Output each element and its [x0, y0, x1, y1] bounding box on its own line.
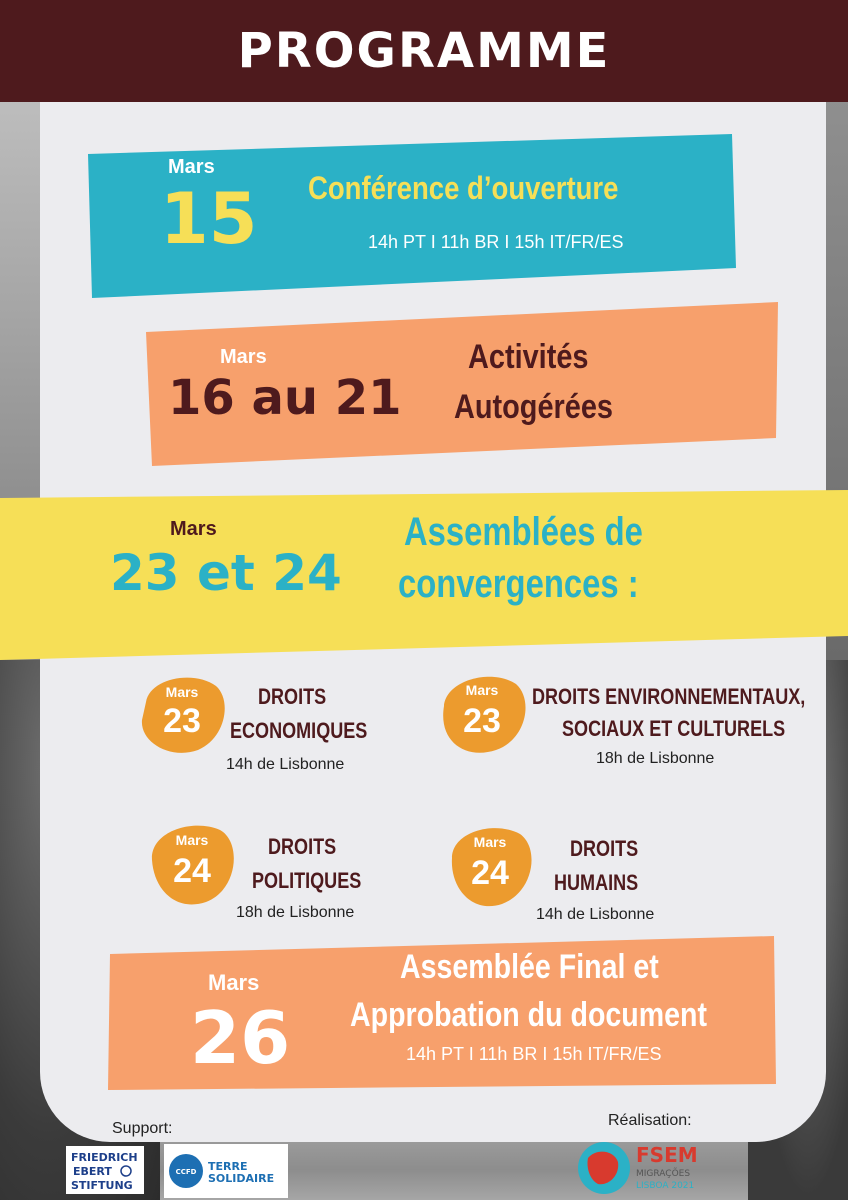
event-title: Conférence d’ouverture	[308, 170, 619, 206]
event-time: 14h PT I 11h BR I 15h IT/FR/ES	[406, 1044, 662, 1064]
svg-text:LISBOA 2021: LISBOA 2021	[636, 1181, 695, 1191]
event-day: 26	[190, 996, 291, 1080]
session-title-line1: DROITS	[268, 834, 337, 859]
event-month: Mars	[170, 518, 217, 540]
event-month: Mars	[220, 346, 267, 368]
ccfd-logo	[164, 1144, 288, 1198]
session-time: 18h de Lisbonne	[236, 904, 355, 921]
event-title-line1: Activités	[468, 338, 589, 376]
session-title-line2: POLITIQUES	[252, 868, 362, 893]
svg-text:TERRE: TERRE	[208, 1160, 248, 1173]
realisation-label: Réalisation:	[608, 1112, 692, 1129]
event-title-line2: convergences :	[398, 562, 639, 606]
session-month: Mars	[175, 832, 209, 848]
event-day: 23 et 24	[110, 544, 342, 602]
session-time: 14h de Lisbonne	[226, 756, 345, 773]
session-month: Mars	[473, 834, 507, 850]
session-day: 24	[173, 852, 211, 890]
support-label: Support:	[112, 1120, 173, 1137]
session-title-line2: HUMAINS	[554, 870, 639, 895]
session-title-line1: DROITS	[570, 836, 639, 861]
session-title-line1: DROITS ENVIRONNEMENTAUX,	[532, 684, 806, 709]
svg-text:STIFTUNG: STIFTUNG	[71, 1179, 133, 1192]
event-title-line2: Approbation du document	[350, 996, 707, 1034]
session-date-badge	[444, 822, 536, 910]
session-day: 23	[463, 702, 501, 740]
session-title-line2: SOCIAUX ET CULTURELS	[562, 716, 786, 741]
fes-logo	[66, 1146, 144, 1194]
event-day: 16 au 21	[168, 370, 402, 426]
svg-text:SOLIDAIRE: SOLIDAIRE	[208, 1172, 275, 1185]
session-time: 14h de Lisbonne	[536, 906, 655, 923]
session-title-line2: ECONOMIQUES	[230, 718, 368, 743]
event-banner-activities	[142, 300, 782, 468]
svg-text:FSEM: FSEM	[636, 1143, 698, 1167]
event-banner-opening	[82, 132, 738, 300]
session-day: 24	[471, 854, 509, 892]
event-banner-final-assembly	[106, 934, 778, 1092]
footer-logos	[0, 1142, 848, 1200]
fsem-logo	[574, 1136, 724, 1200]
svg-text:EBERT: EBERT	[73, 1165, 112, 1178]
session-time: 18h de Lisbonne	[596, 750, 715, 767]
event-banner-assemblies	[0, 488, 848, 664]
event-title-line2: Autogérées	[454, 388, 614, 426]
svg-text:MIGRAÇÕES: MIGRAÇÕES	[636, 1169, 691, 1179]
svg-text:FRIEDRICH: FRIEDRICH	[71, 1151, 138, 1164]
svg-text:CCFD: CCFD	[175, 1168, 197, 1176]
session-month: Mars	[165, 684, 199, 700]
event-title-line1: Assemblée Final et	[400, 948, 659, 986]
event-month: Mars	[208, 970, 260, 995]
session-day: 23	[163, 702, 201, 740]
session-month: Mars	[465, 682, 499, 698]
event-day: 15	[160, 178, 258, 260]
page-header	[0, 0, 848, 102]
session-date-badge	[136, 672, 228, 756]
event-month: Mars	[168, 156, 215, 178]
event-time: 14h PT I 11h BR I 15h IT/FR/ES	[368, 232, 624, 252]
session-date-badge	[436, 672, 528, 756]
page-title: PROGRAMME	[237, 23, 611, 79]
session-title-line1: DROITS	[258, 684, 327, 709]
session-date-badge	[146, 820, 238, 908]
event-title-line1: Assemblées de	[404, 510, 643, 554]
